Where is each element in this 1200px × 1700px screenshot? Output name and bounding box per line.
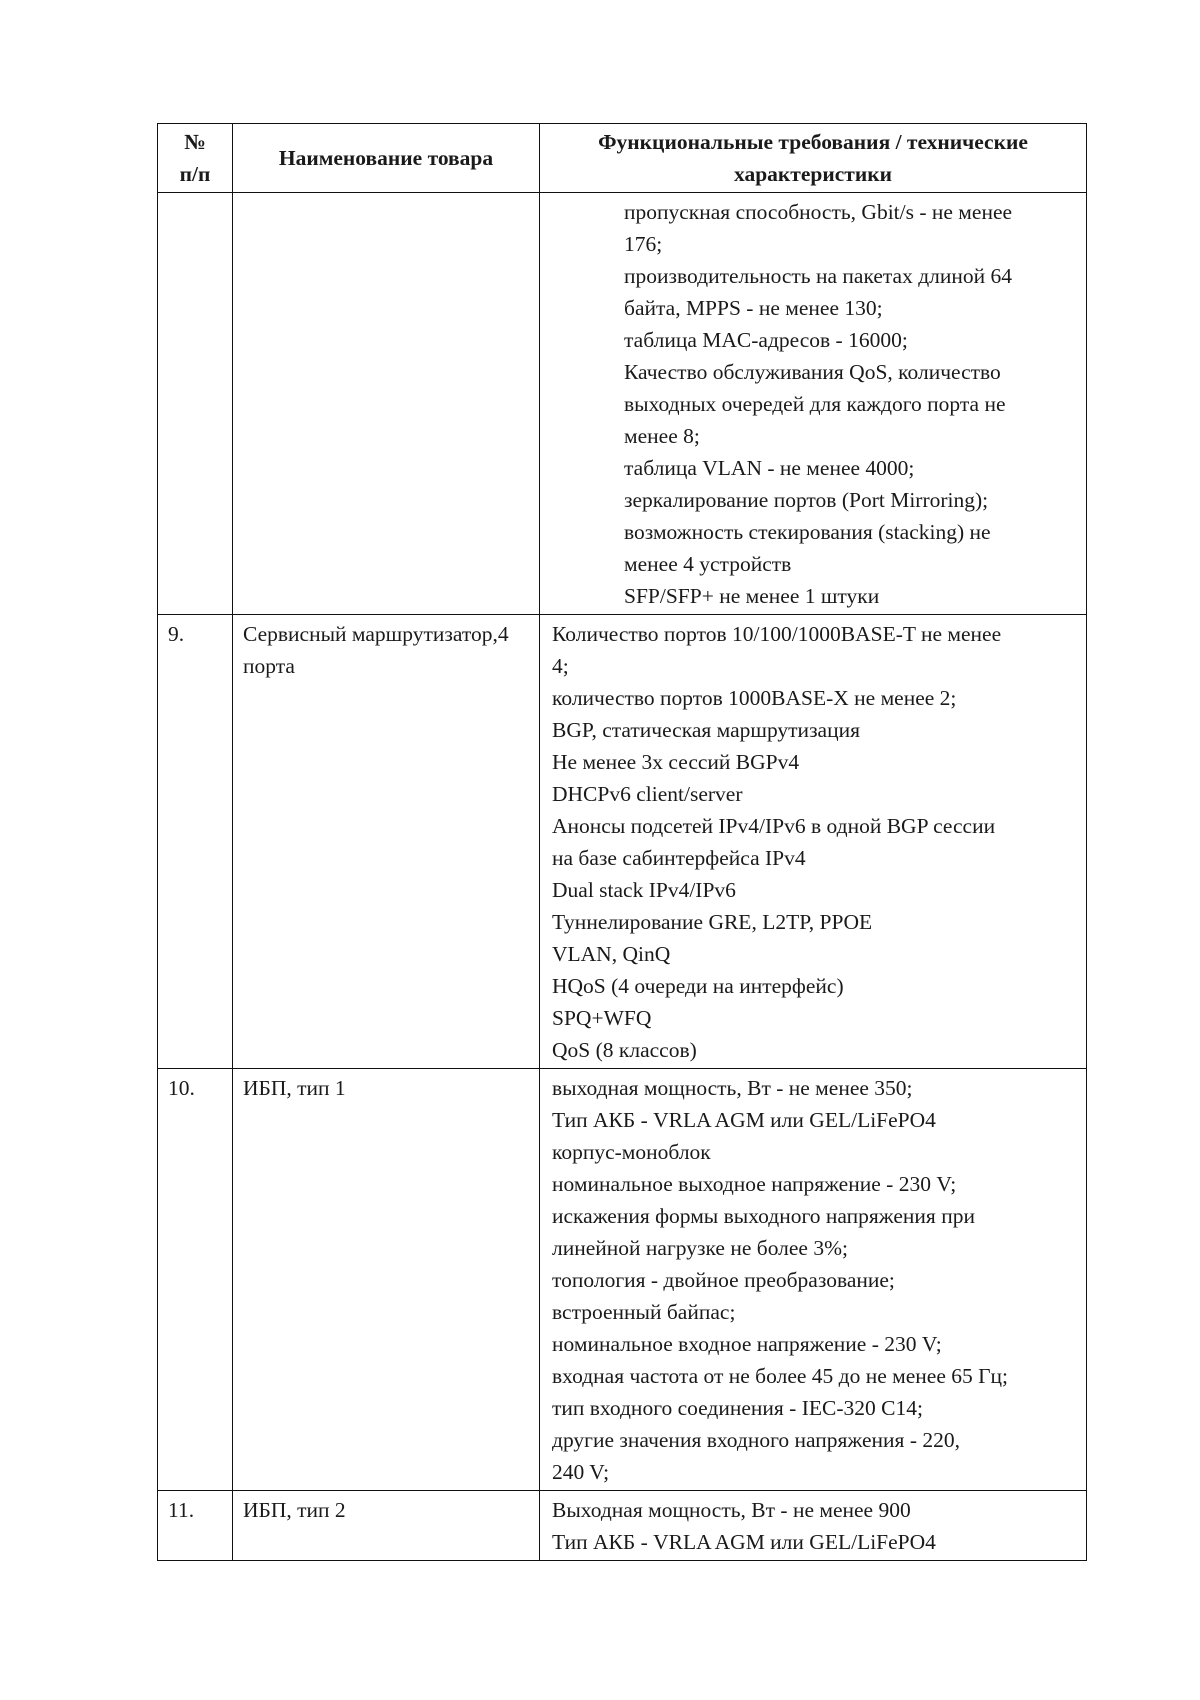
table-row xyxy=(158,1069,1087,1491)
spec-line: встроенный байпас; xyxy=(552,1300,736,1324)
row-number: 10. xyxy=(158,1069,233,1491)
spec-line: производительность на пакетах длиной 64 xyxy=(624,264,1013,288)
spec-line: QoS (8 классов) xyxy=(552,1038,697,1062)
spec-line: SPQ+WFQ xyxy=(552,1006,652,1030)
spec-line: корпус-моноблок xyxy=(552,1140,711,1164)
table-row xyxy=(158,615,1087,1069)
product-name: Сервисный маршрутизатор,4 порта xyxy=(233,615,540,1069)
spec-line: Тип АКБ - VRLA AGM или GEL/LiFePO4 xyxy=(552,1530,936,1554)
table-row xyxy=(158,193,1087,615)
row-number: 9. xyxy=(158,615,233,1069)
spec-line: менее 8; xyxy=(624,424,700,448)
table-row xyxy=(158,1491,1087,1561)
header-num xyxy=(158,124,233,193)
spec-line: другие значения входного напряжения - 220, xyxy=(552,1428,960,1452)
header-spec xyxy=(540,124,1087,193)
spec-line: входная частота от не более 45 до не менее 65 Гц; xyxy=(552,1364,1009,1388)
spec-line: BGP, статическая маршрутизация xyxy=(552,718,861,742)
spec-line: VLAN, QinQ xyxy=(552,942,671,966)
header-num-line1: № xyxy=(184,130,206,154)
spec-line: выходная мощность, Вт - не менее 350; xyxy=(552,1076,913,1100)
header-spec-line2: характеристики xyxy=(733,162,893,186)
spec-line: искажения формы выходного напряжения при xyxy=(552,1204,975,1228)
header-num-line2: п/п xyxy=(179,162,211,186)
table-header-row xyxy=(158,124,1087,193)
spec-line: выходных очередей для каждого порта не xyxy=(624,392,1006,416)
spec-cell xyxy=(540,615,1087,1069)
spec-line: Выходная мощность, Вт - не менее 900 xyxy=(552,1498,911,1522)
spec-line: топология - двойное преобразование; xyxy=(552,1268,895,1292)
spec-line: Не менее 3х сессий BGPv4 xyxy=(552,750,800,774)
spec-cell xyxy=(540,193,1087,615)
spec-line: Туннелирование GRE, L2TP, PPOE xyxy=(552,910,873,934)
product-name: ИБП, тип 1 xyxy=(233,1069,540,1491)
spec-line: номинальное выходное напряжение - 230 V; xyxy=(552,1172,957,1196)
spec-line: зеркалирование портов (Port Mirroring); xyxy=(624,488,989,512)
spec-line: DHCPv6 client/server xyxy=(552,782,743,806)
spec-line: HQoS (4 очереди на интерфейс) xyxy=(552,974,844,998)
spec-line: 4; xyxy=(552,654,569,678)
spec-line: 240 V; xyxy=(552,1460,610,1484)
spec-line: SFP/SFP+ не менее 1 штуки xyxy=(624,584,880,608)
row-number: 11. xyxy=(158,1491,233,1561)
spec-line: номинальное входное напряжение - 230 V; xyxy=(552,1332,942,1356)
row-number xyxy=(158,193,233,615)
spec-line: количество портов 1000BASE-X не менее 2; xyxy=(552,686,957,710)
spec-line: Тип АКБ - VRLA AGM или GEL/LiFePO4 xyxy=(552,1108,936,1132)
spec-line: тип входного соединения - IEC-320 C14; xyxy=(552,1396,923,1420)
product-name xyxy=(233,193,540,615)
spec-line: пропускная способность, Gbit/s - не менее xyxy=(624,200,1013,224)
spec-line: Dual stack IPv4/IPv6 xyxy=(552,878,736,902)
header-name: Наименование товара xyxy=(233,124,540,193)
spec-cell xyxy=(540,1069,1087,1491)
spec-line: возможность стекирования (stacking) не xyxy=(624,520,991,544)
header-spec-line1: Функциональные требования / технические xyxy=(598,130,1028,154)
spec-line: таблица VLAN - не менее 4000; xyxy=(624,456,915,480)
spec-line: 176; xyxy=(624,232,663,256)
spec-line: Анонсы подсетей IPv4/IPv6 в одной BGP сессии xyxy=(552,814,996,838)
spec-line: Количество портов 10/100/1000BASE-T не менее xyxy=(552,622,1002,646)
spec-line: на базе сабинтерфейса IPv4 xyxy=(552,846,806,870)
spec-line: менее 4 устройств xyxy=(624,552,792,576)
spec-cell xyxy=(540,1491,1087,1561)
product-name: ИБП, тип 2 xyxy=(233,1491,540,1561)
spec-line: байта, MPPS - не менее 130; xyxy=(624,296,883,320)
spec-line: таблица MAC-адресов - 16000; xyxy=(624,328,908,352)
spec-table xyxy=(157,123,1087,1561)
spec-line: линейной нагрузке не более 3%; xyxy=(552,1236,848,1260)
spec-line: Качество обслуживания QoS, количество xyxy=(624,360,1001,384)
